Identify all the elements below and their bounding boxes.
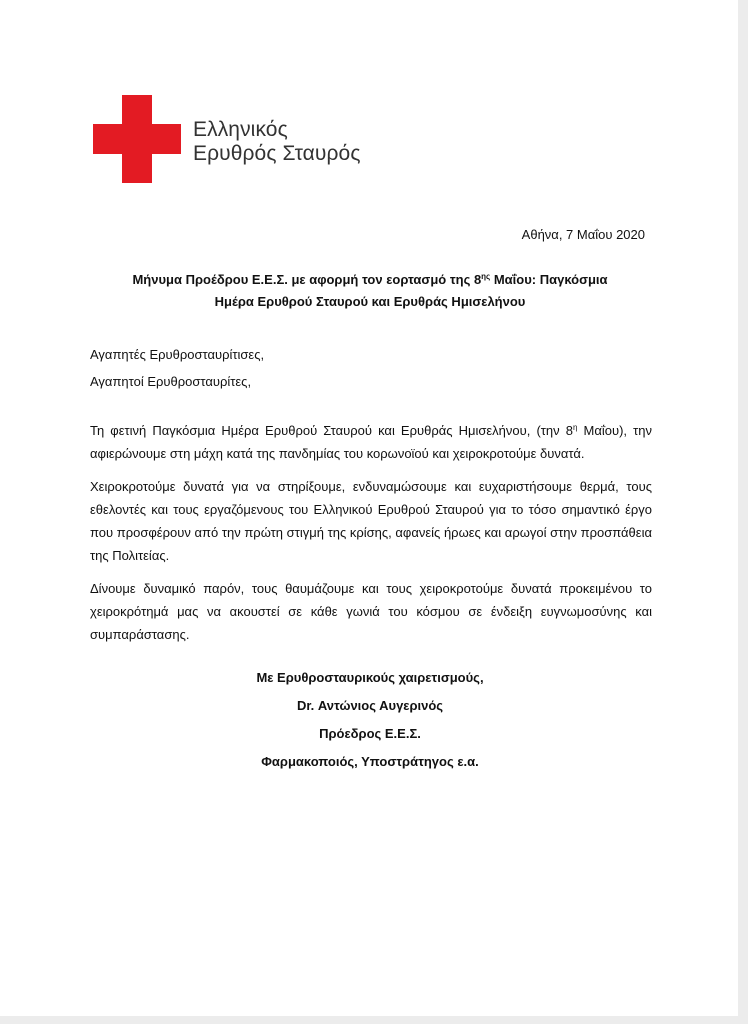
title-line2: Ημέρα Ερυθρού Σταυρού και Ερυθράς Ημισελήνου [214, 294, 526, 309]
organization-name-line2: Ερυθρός Σταυρός [193, 142, 361, 165]
body-paragraph-3: Δίνουμε δυναμικό παρόν, τους θαυμάζουμε και τους χειροκροτούμε δυνατά προκειμένου το χειροκρότημά μας να ακουστεί σε κάθε γωνιά του κόσμου σε ένδειξη ευγνωμοσύνης και συμπαράστασης. [90, 581, 652, 642]
red-cross-logo-icon [93, 95, 181, 183]
letter-title [90, 269, 650, 313]
signature-profession: Φαρμακοποιός, Υποστράτηγος ε.α. [261, 754, 479, 769]
signature-role: Πρόεδρος Ε.Ε.Σ. [319, 726, 421, 741]
signature-greeting: Με Ερυθροσταυρικούς χαιρετισμούς, [256, 670, 484, 685]
letter-date: Αθήνα, 7 Μαΐου 2020 [521, 227, 645, 242]
letter-body [90, 419, 652, 656]
title-line1: Μήνυμα Προέδρου Ε.Ε.Σ. με αφορμή τον εορτασμό της $8^{\eta\varsigma}$ Μαΐου: Παγκόσμια [132, 272, 608, 287]
body-paragraph-2: Χειροκροτούμε δυνατά για να στηρίξουμε, ενδυναμώσουμε και ευχαριστήσουμε θερμά, τους εθελοντές και τους εργαζόμενους του Ελληνικού Ερυθρού Σταυρού για το τόσο σημαντικό έργο που προσφέρουν από την πρώτη στιγμή της κρίσης, αφανείς ήρωες και αρωγοί στην προσπάθεια της Πολιτείας. [90, 479, 652, 563]
organization-name [193, 118, 361, 166]
signature-name: Dr. Αντώνιος Αυγερινός [296, 698, 444, 713]
salutation-line: Αγαπητές Ερυθροσταυρίτισες, [90, 347, 265, 362]
salutation [90, 341, 264, 395]
salutation-line: Αγαπητοί Ερυθροσταυρίτες, [90, 374, 252, 389]
signature-block [90, 664, 650, 776]
organization-name-line1: Ελληνικός [193, 118, 288, 141]
body-paragraph-1: Τη φετινή Παγκόσμια Ημέρα Ερυθρού Σταυρού και Ερυθράς Ημισελήνου, (την $8^\eta$ Μαΐου), την αφιερώνουμε στη μάχη κατά της πανδημίας του κορωνοϊού και χειροκροτούμε δυνατά. [90, 423, 652, 461]
